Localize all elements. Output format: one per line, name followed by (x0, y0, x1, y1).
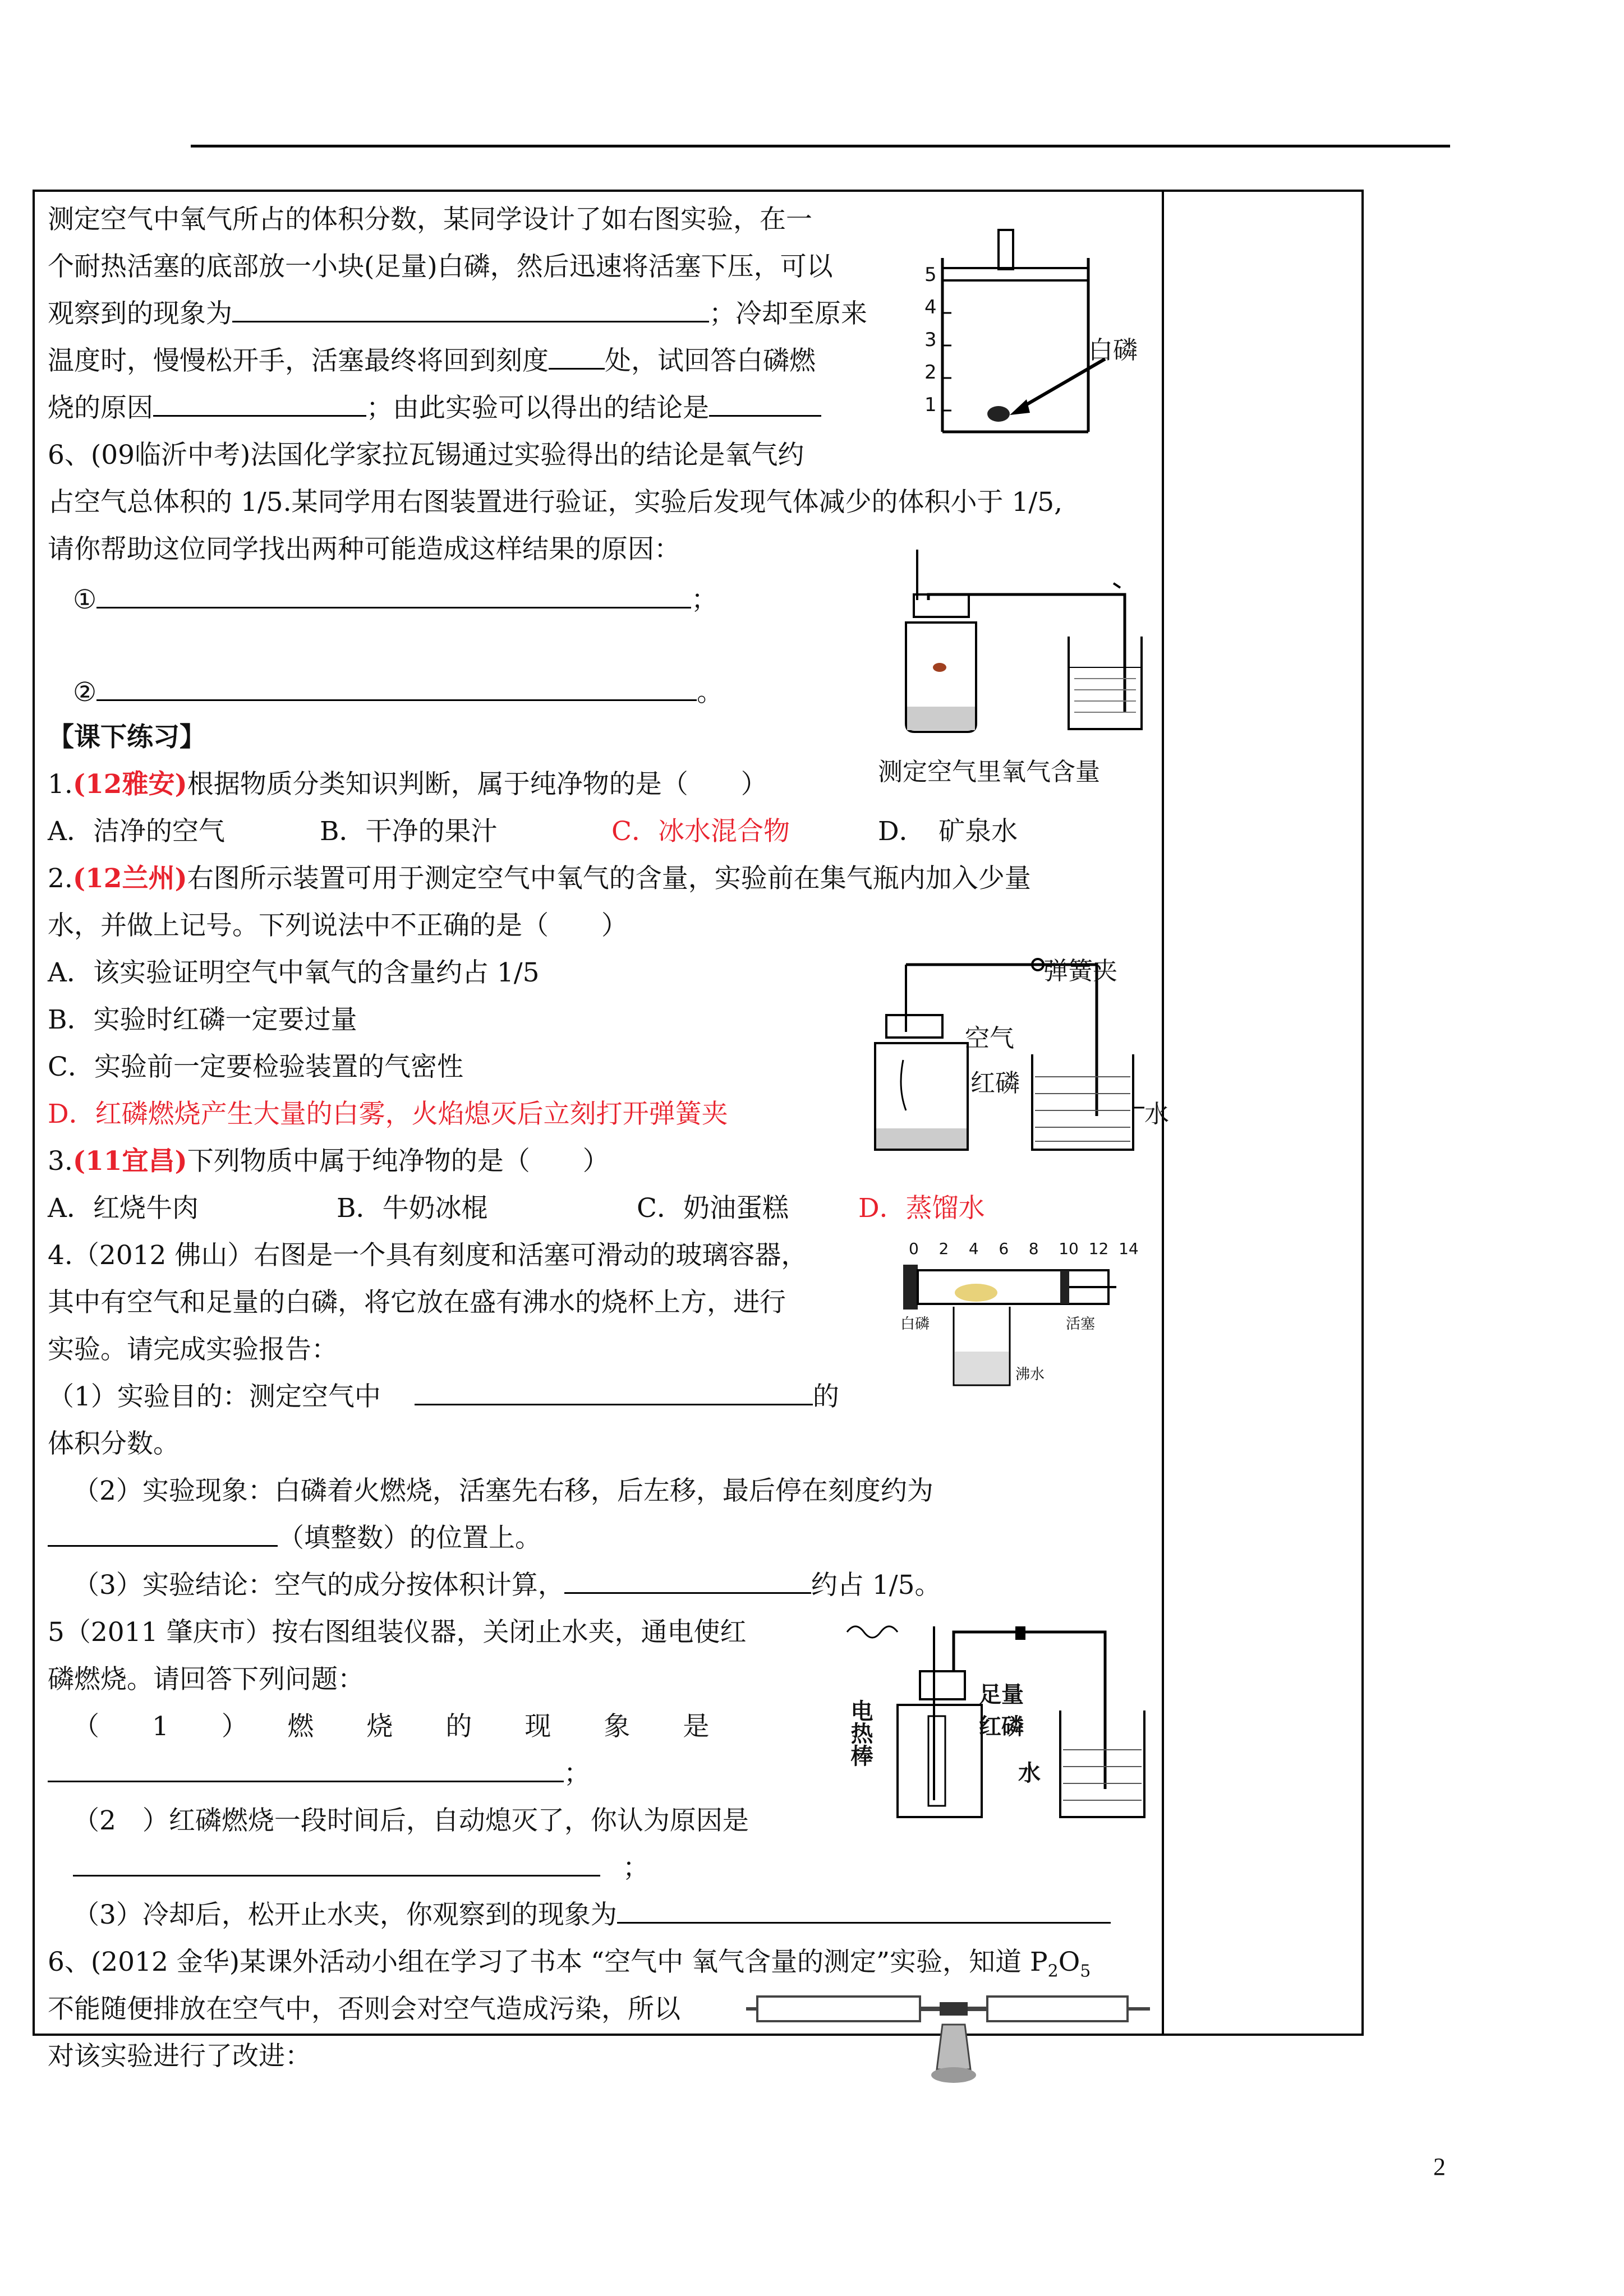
text-line: 实验。请完成实验报告： (48, 1334, 338, 1365)
question-1: 1.(12雅安)根据物质分类知识判断，属于纯净物的是（ ） (48, 769, 767, 800)
answer-blank[interactable] (415, 1382, 813, 1405)
figure-label: 弹簧夹 (1043, 957, 1117, 985)
text-line: ② 。 (73, 677, 724, 708)
text-line: 不能随便排放在空气中，否则会对空气造成污染，所以 (48, 1994, 680, 2025)
answer-blank[interactable] (709, 394, 821, 417)
question-4: 4.（2012 佛山）右图是一个具有刻度和活塞可滑动的玻璃容器， (48, 1240, 808, 1271)
text-line: 体积分数。 (48, 1428, 180, 1459)
figure-label: 活塞 (1066, 1316, 1096, 1333)
figure-label: 空气 (965, 1024, 1014, 1053)
figure-label: 红磷 (970, 1069, 1020, 1098)
text-line: （2）实验现象：白磷着火燃烧，活塞先右移，后左移，最后停在刻度约为 (73, 1476, 933, 1506)
text-line: 对该实验进行了改进： (48, 2041, 311, 2072)
text-line: 观察到的现象为 ；冷却至原来 (48, 298, 867, 329)
q1-option-a: A．洁净的空气 (48, 816, 225, 847)
answer-blank[interactable] (617, 1901, 1111, 1924)
text-line: ； (73, 1851, 649, 1885)
q3-option-b: B．牛奶冰棍 (337, 1193, 488, 1224)
text-line: （2 ）红磷燃烧一段时间后，自动熄灭了，你认为原因是 (73, 1805, 749, 1836)
figure-label: 白磷 (900, 1316, 930, 1333)
answer-blank[interactable] (48, 1524, 278, 1547)
q2-option-c: C．实验前一定要检验装置的气密性 (48, 1052, 463, 1082)
text-line: 个耐热活塞的底部放一小块(足量)白磷，然后迅速将活塞下压，可以 (48, 251, 833, 282)
answer-blank[interactable] (564, 1571, 811, 1594)
text-line: 占空气总体积的 1/5.某同学用右图装置进行验证，实验后发现气体减少的体积小于 1/5, (48, 487, 1063, 518)
page-number: 2 (1433, 2153, 1446, 2180)
text-line: ； (48, 1757, 590, 1791)
q2-option-d: D．红磷燃烧产生大量的白雾，火焰熄灭后立刻打开弹簧夹 (48, 1099, 728, 1129)
figure-caption: 测定空气里氧气含量 (878, 758, 1100, 786)
text-line: 测定空气中氧气所占的体积分数，某同学设计了如右图实验，在一 (48, 204, 812, 235)
q3-option-c: C．奶油蛋糕 (637, 1193, 789, 1224)
section-title: 【课下练习】 (48, 722, 206, 753)
scale-labels: 0 2 4 6 8 10 12 14 (909, 1239, 1139, 1258)
text-line: （1）实验目的：测定空气中 的 (48, 1381, 839, 1412)
q1-option-b: B．干净的果汁 (320, 816, 498, 847)
text-line: 6、(09临沂中考)法国化学家拉瓦锡通过实验得出的结论是氧气约 (48, 440, 804, 471)
figure-label: 沸水 (1015, 1366, 1045, 1383)
figure-label: 水 (1144, 1100, 1169, 1128)
text-line: 烧的原因 ；由此实验可以得出的结论是 (48, 391, 821, 425)
question-6: 6、(2012 金华)某课外活动小组在学习了书本 “空气中 氧气含量的测定”实验，知道 $P_2O_5$ (48, 1947, 1091, 1981)
answer-blank[interactable] (96, 585, 691, 608)
answer-blank[interactable] (153, 394, 366, 417)
q1-option-d: D． 矿泉水 (878, 816, 1018, 847)
figure-syringe-system (746, 1985, 1172, 2103)
answer-blank[interactable] (73, 1854, 600, 1877)
scale-tick: 3 (924, 329, 937, 351)
question-3: 3.(11宜昌)下列物质中属于纯净物的是（ ） (48, 1146, 609, 1177)
q2-option-b: B．实验时红磷一定要过量 (48, 1004, 357, 1035)
scale-tick: 2 (924, 361, 937, 384)
figure-label: 白磷 (1088, 336, 1138, 365)
text-line: （填整数）的位置上。 (48, 1522, 541, 1555)
q2-option-a: A．该实验证明空气中氧气的含量约占 1/5 (48, 957, 540, 988)
answer-blank[interactable] (96, 678, 697, 701)
text-line: 温度时，慢慢松开手，活塞最终将回到刻度 处，试回答白磷燃 (48, 345, 816, 376)
text-line: （3）冷却后，松开止水夹，你观察到的现象为 (73, 1898, 1111, 1932)
q3-option-d: D．蒸馏水 (858, 1193, 985, 1224)
question-2: 2.(12兰州)右图所示装置可用于测定空气中氧气的含量，实验前在集气瓶内加入少量 (48, 863, 1031, 894)
figure-oxygen-apparatus (872, 538, 1158, 740)
text-line: （ 1 ） 燃 烧 的 现 象 是 (73, 1711, 710, 1742)
text-line: 其中有空气和足量的白磷，将它放在盛有沸水的烧杯上方，进行 (48, 1287, 786, 1318)
question-5: 5（2011 肇庆市）按右图组装仪器，关闭止水夹，通电使红 (48, 1617, 747, 1648)
q1-option-c: C．冰水混合物 (611, 816, 790, 847)
figure-label: 电热棒 (847, 1699, 873, 1767)
answer-blank[interactable] (549, 347, 605, 370)
scale-tick: 5 (924, 264, 937, 286)
answer-blank[interactable] (232, 299, 709, 322)
text-line: ① ； (73, 584, 718, 615)
answer-blank[interactable] (48, 1759, 564, 1782)
text-line: （3）实验结论：空气的成分按体积计算， 约占 1/5。 (73, 1570, 941, 1601)
scale-tick: 4 (924, 296, 937, 319)
header-rule (191, 145, 1450, 147)
q3-option-a: A．红烧牛肉 (48, 1193, 199, 1224)
figure-label: 水 (1018, 1760, 1041, 1786)
figure-label: 足量红磷 (979, 1682, 1024, 1740)
text-line: 水，并做上记号。下列说法中不正确的是（ ） (48, 910, 628, 941)
text-line: 请你帮助这位同学找出两种可能造成这样结果的原因： (48, 534, 680, 565)
scale-tick: 1 (924, 394, 937, 416)
text-line: 磷燃烧。请回答下列问题： (48, 1664, 364, 1695)
